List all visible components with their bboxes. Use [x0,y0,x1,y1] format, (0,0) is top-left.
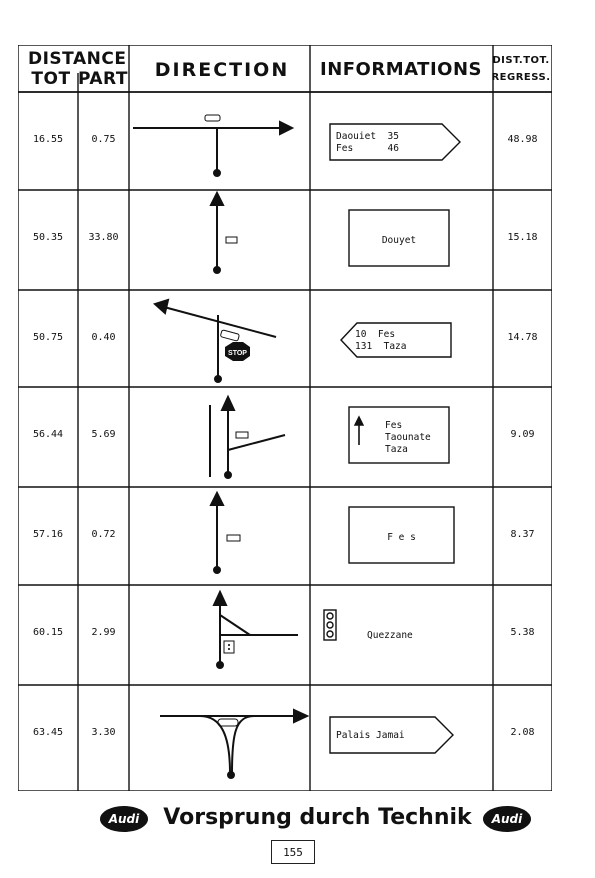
audi-logo-right: Audi [483,806,531,832]
cell-regress: 14.78 [507,332,538,343]
roadbook-table [18,45,552,791]
direction-diagram-4 [210,397,285,478]
sign-line: Quezzane [367,630,413,641]
cell-part: 5.69 [91,429,116,440]
cell-tot: 56.44 [32,429,64,440]
cell-tot: 60.15 [32,627,64,638]
cell-regress: 48.98 [507,134,538,145]
cell-tot: 63.45 [32,727,64,738]
cell-part: 2.99 [91,627,116,638]
direction-diagram-1 [133,115,292,176]
direction-diagram-6 [214,592,298,668]
direction-diagram-5 [211,493,240,573]
info-sign-3 [341,323,451,357]
audi-logo-left: Audi [100,806,148,832]
header-direction: DIRECTION [154,59,290,81]
header-dist-tot: DIST.TOT. [492,55,550,66]
cell-tot: 50.75 [32,332,64,343]
cell-regress: 15.18 [507,232,538,243]
cell-part: 0.40 [91,332,116,343]
cell-regress: 2.08 [510,727,535,738]
direction-diagram-3 [155,300,276,382]
sign-line: F e s [387,532,416,543]
sign-line: 131 Taza [355,341,407,352]
header-part: PART [78,69,128,89]
cell-part: 0.75 [91,134,116,145]
info-sign-1 [330,124,460,160]
cell-regress: 5.38 [510,627,535,638]
stop-sign-text: STOP [228,350,247,357]
sign-line: Daouiet 35 [336,131,399,142]
info-sign-2 [349,210,449,266]
cell-part: 33.80 [88,232,119,243]
cell-part: 0.72 [91,529,116,540]
cell-tot: 50.35 [32,232,64,243]
sign-line: Taza [385,444,408,455]
cell-tot: 16.55 [32,134,64,145]
cell-regress: 8.37 [510,529,535,540]
sign-line: Taounate [385,432,431,443]
info-sign-4 [349,407,449,463]
cell-tot: 57.16 [32,529,64,540]
header-informations: INFORMATIONS [320,59,482,80]
sign-line: Fes 46 [336,143,399,154]
direction-diagram-2 [211,193,237,273]
direction-diagram-7 [160,710,307,778]
sign-line: Fes [385,420,403,431]
info-sign-5 [349,507,454,563]
slogan: Vorsprung durch Technik [163,805,472,830]
cell-part: 3.30 [91,727,116,738]
cell-regress: 9.09 [510,429,535,440]
header-distance: DISTANCE [28,49,127,69]
sign-line: Douyet [381,235,417,246]
sign-line: 10 Fes [355,329,396,340]
info-sign-6 [324,610,413,641]
header-regress: REGRESS. [491,72,551,83]
info-sign-7 [330,717,453,753]
page-number: 155 [271,840,315,864]
header-tot: TOT [31,69,71,89]
sign-line: Palais Jamai [336,730,405,741]
